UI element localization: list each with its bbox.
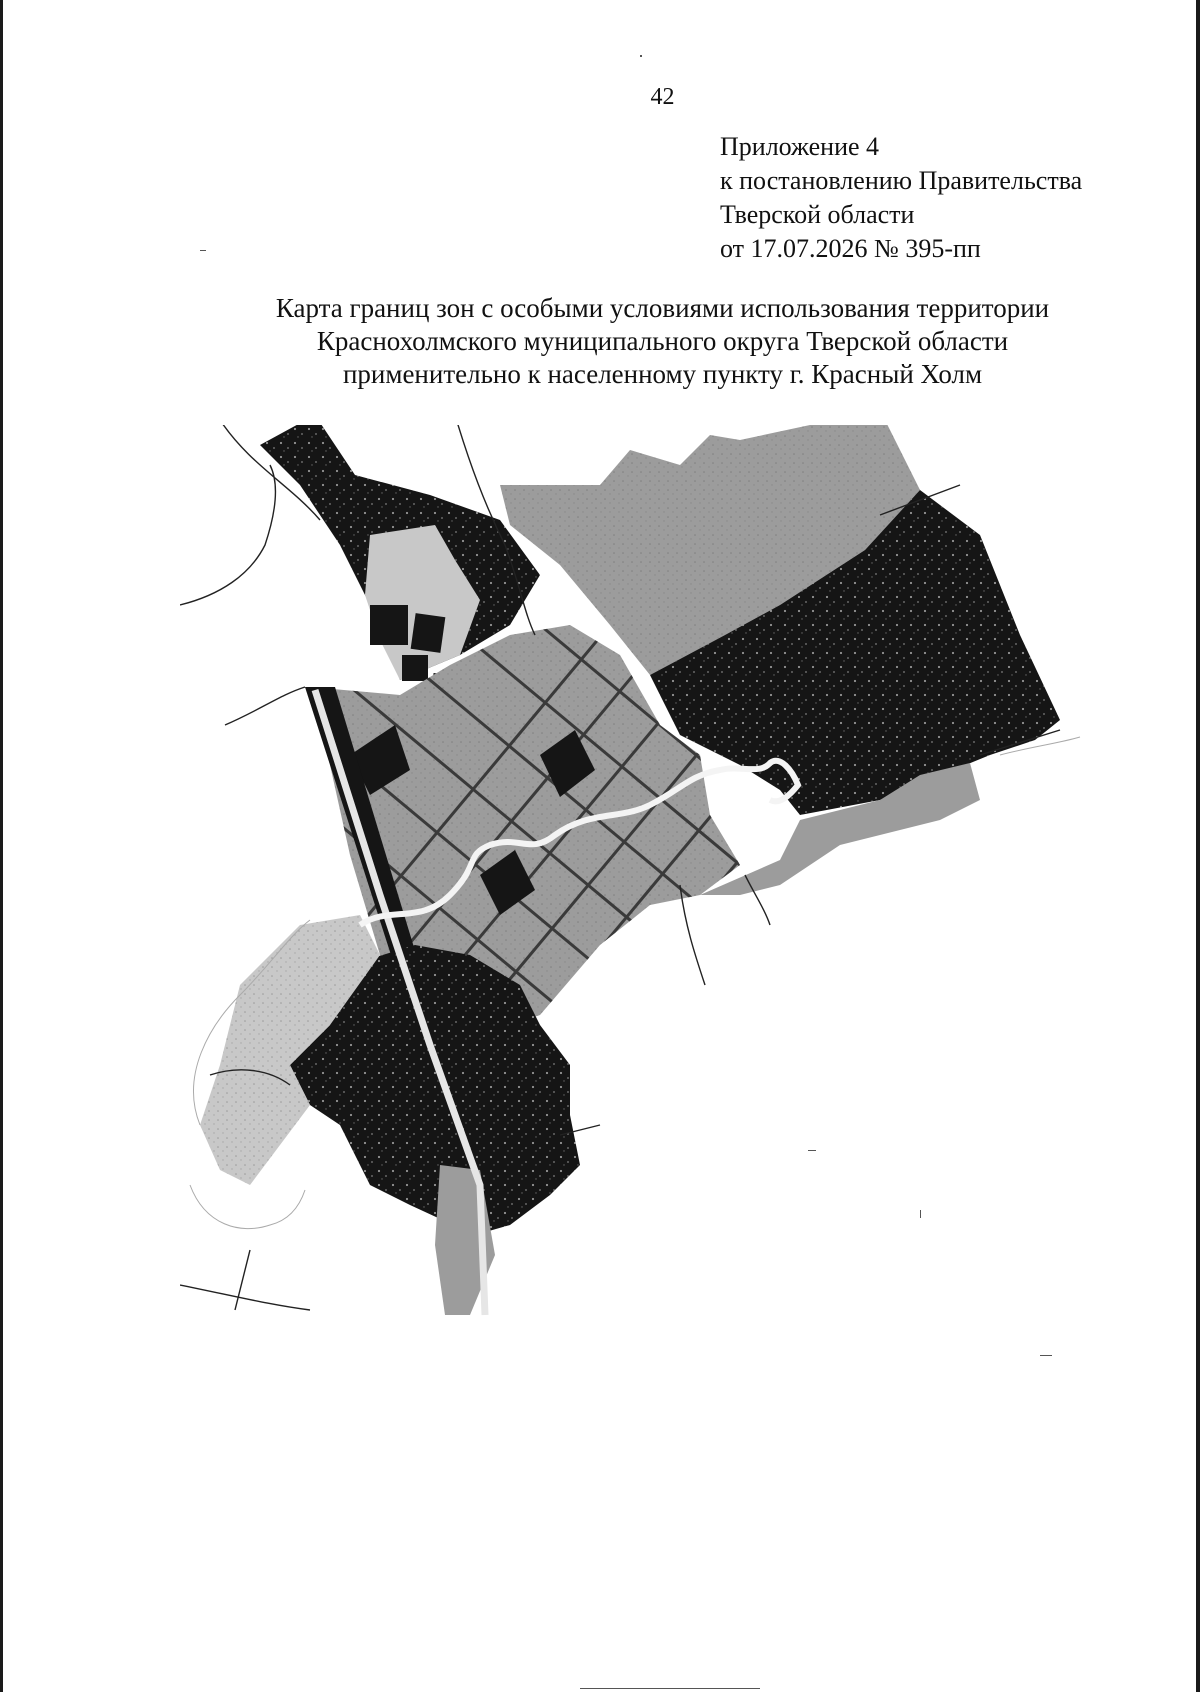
title-line-2: Краснохолмского муниципального округа Тверской области <box>316 326 1009 356</box>
zone-block <box>370 605 408 645</box>
page-number: 42 <box>650 84 675 110</box>
scan-edge-left <box>0 0 3 1692</box>
scan-speck <box>920 1210 921 1218</box>
appendix-line-1: Приложение 4 <box>720 132 880 161</box>
title-line-1: Карта границ зон с особыми условиями использования территории <box>275 293 1050 323</box>
appendix-line-4: от 17.07.2026 № 395-пп <box>720 234 981 263</box>
appendix-block <box>720 130 1082 266</box>
scan-speck <box>808 1150 816 1151</box>
scan-speck <box>200 250 206 251</box>
appendix-line-2: к постановлению Правительства <box>720 166 1083 195</box>
zone-block <box>402 655 428 681</box>
scan-speck <box>1040 1355 1052 1356</box>
appendix-line-3: Тверской области <box>720 200 915 229</box>
title-line-3: применительно к населенному пункту г. Красный Холм <box>342 359 983 389</box>
scan-speck <box>640 55 642 57</box>
scan-edge-right <box>1196 0 1200 1692</box>
zone-map <box>180 425 1110 1425</box>
zone-block <box>411 613 446 653</box>
footer-scan-rule <box>580 1688 760 1689</box>
document-title <box>0 292 1200 391</box>
